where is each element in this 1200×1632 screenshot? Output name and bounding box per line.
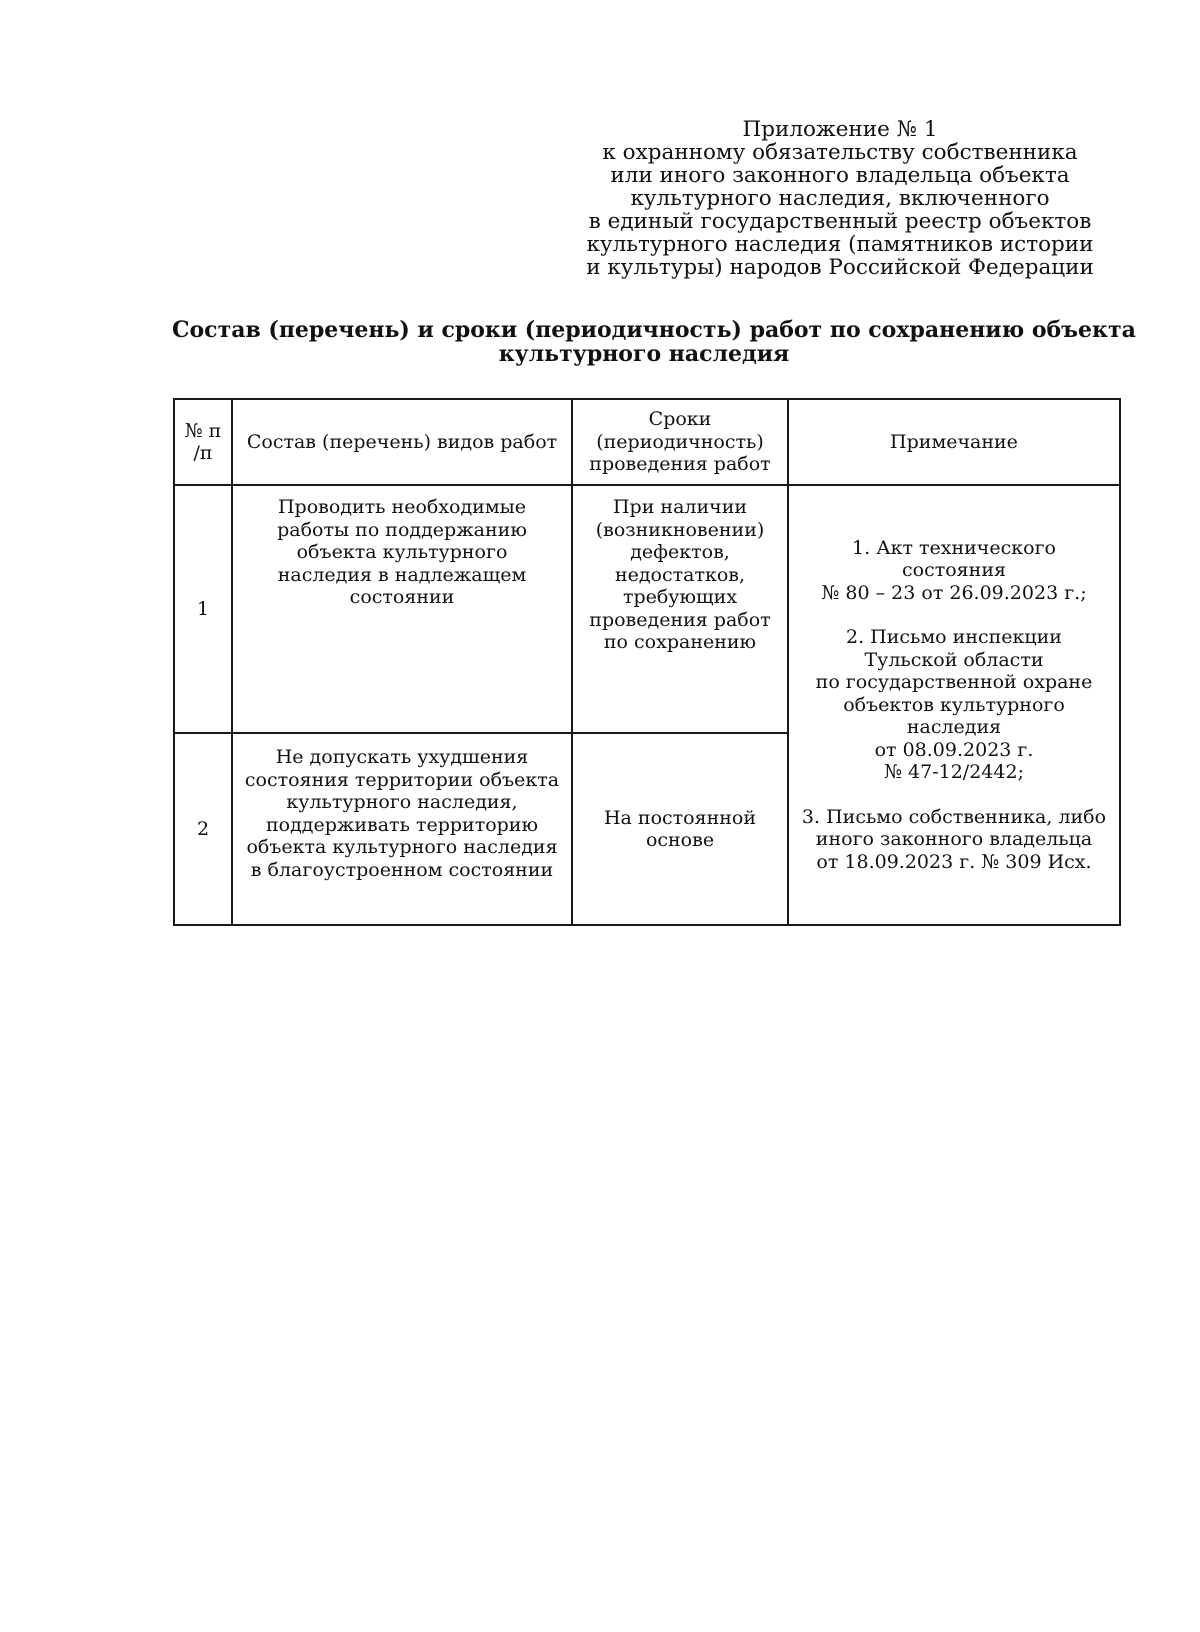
row-term-line: основе bbox=[645, 829, 715, 851]
annex-header bbox=[570, 118, 1110, 279]
note-item-2 bbox=[793, 626, 1115, 784]
works-table bbox=[173, 398, 1121, 926]
note-line: объектов культурного bbox=[843, 693, 1065, 716]
row-term-line: требующих bbox=[622, 586, 738, 608]
note-cell bbox=[788, 485, 1120, 925]
note-item-3 bbox=[793, 806, 1115, 874]
note-line: наследия bbox=[906, 716, 1002, 739]
header-note: Примечание bbox=[788, 399, 1120, 485]
note-item-1 bbox=[793, 537, 1115, 605]
row-work-line: культурного наследия, bbox=[286, 791, 518, 813]
header-number bbox=[174, 399, 232, 485]
annex-line: и культуры) народов Российской Федерации bbox=[586, 255, 1094, 280]
row-term-line: недостатков, bbox=[614, 563, 746, 586]
row-term-line: проведения работ bbox=[589, 608, 771, 631]
header-number-line: /п bbox=[193, 442, 213, 464]
header-terms bbox=[572, 399, 788, 485]
note-spacer bbox=[793, 604, 1115, 626]
row-term bbox=[572, 733, 788, 925]
document-title bbox=[172, 317, 1136, 367]
header-terms-line: проведения работ bbox=[589, 453, 771, 476]
title-line-1: Состав (перечень) и сроки (периодичность) работ по сохранению объекта bbox=[172, 317, 1136, 343]
row-work-line: поддерживать территорию bbox=[265, 813, 539, 836]
note-spacer bbox=[793, 784, 1115, 806]
row-number: 2 bbox=[174, 733, 232, 925]
title-line-2: культурного наследия bbox=[498, 341, 790, 367]
row-term-line: по сохранению bbox=[603, 631, 757, 653]
row-work bbox=[232, 485, 572, 733]
table-row bbox=[174, 485, 1120, 733]
annex-line: культурного наследия (памятников истории bbox=[586, 232, 1094, 257]
row-work bbox=[232, 733, 572, 925]
row-number: 1 bbox=[174, 485, 232, 733]
row-work-line: Проводить необходимые bbox=[277, 496, 526, 518]
annex-line: культурного наследия, включенного bbox=[630, 186, 1050, 211]
note-line: 2. Письмо инспекции bbox=[846, 626, 1062, 649]
annex-line: или иного законного владельца объекта bbox=[610, 163, 1070, 188]
row-work-line: объекта культурного bbox=[296, 541, 508, 563]
row-work-line: состоянии bbox=[349, 586, 455, 608]
note-line: № 47-12/2442; bbox=[884, 761, 1024, 784]
row-term-line: При наличии bbox=[612, 496, 748, 518]
note-line: от 18.09.2023 г. № 309 Исх. bbox=[816, 850, 1092, 873]
row-work-line: состояния территории объекта bbox=[244, 768, 560, 791]
note-line: Тульской области bbox=[864, 648, 1044, 671]
header-terms-line: Сроки bbox=[648, 408, 712, 431]
row-term-line: дефектов, bbox=[630, 541, 730, 563]
note-line: по государственной охране bbox=[815, 671, 1093, 694]
annex-line: в единый государственный реестр объектов bbox=[588, 209, 1092, 234]
row-term bbox=[572, 485, 788, 733]
row-work-line: наследия в надлежащем bbox=[277, 563, 527, 586]
header-work-list: Состав (перечень) видов работ bbox=[232, 399, 572, 485]
annex-line: к охранному обязательству собственника bbox=[602, 140, 1078, 165]
row-work-line: работы по поддержанию bbox=[277, 518, 527, 541]
row-term-line: На постоянной bbox=[603, 806, 757, 829]
row-term-line: (возникновении) bbox=[595, 518, 765, 541]
note-line: состояния bbox=[902, 559, 1006, 582]
note-line: иного законного владельца bbox=[815, 828, 1093, 851]
note-line: 1. Акт технического bbox=[852, 536, 1056, 559]
row-work-line: Не допускать ухудшения bbox=[275, 746, 529, 768]
table-header-row bbox=[174, 399, 1120, 485]
header-terms-line: (периодичность) bbox=[596, 430, 764, 453]
note-line: № 80 – 23 от 26.09.2023 г.; bbox=[821, 581, 1087, 604]
note-line: 3. Письмо собственника, либо bbox=[801, 805, 1107, 828]
row-work-line: объекта культурного наследия bbox=[246, 836, 558, 858]
annex-line: Приложение № 1 bbox=[742, 117, 938, 142]
row-work-line: в благоустроенном состоянии bbox=[250, 858, 554, 881]
header-number-line: № п bbox=[184, 419, 222, 442]
note-line: от 08.09.2023 г. bbox=[874, 738, 1034, 761]
